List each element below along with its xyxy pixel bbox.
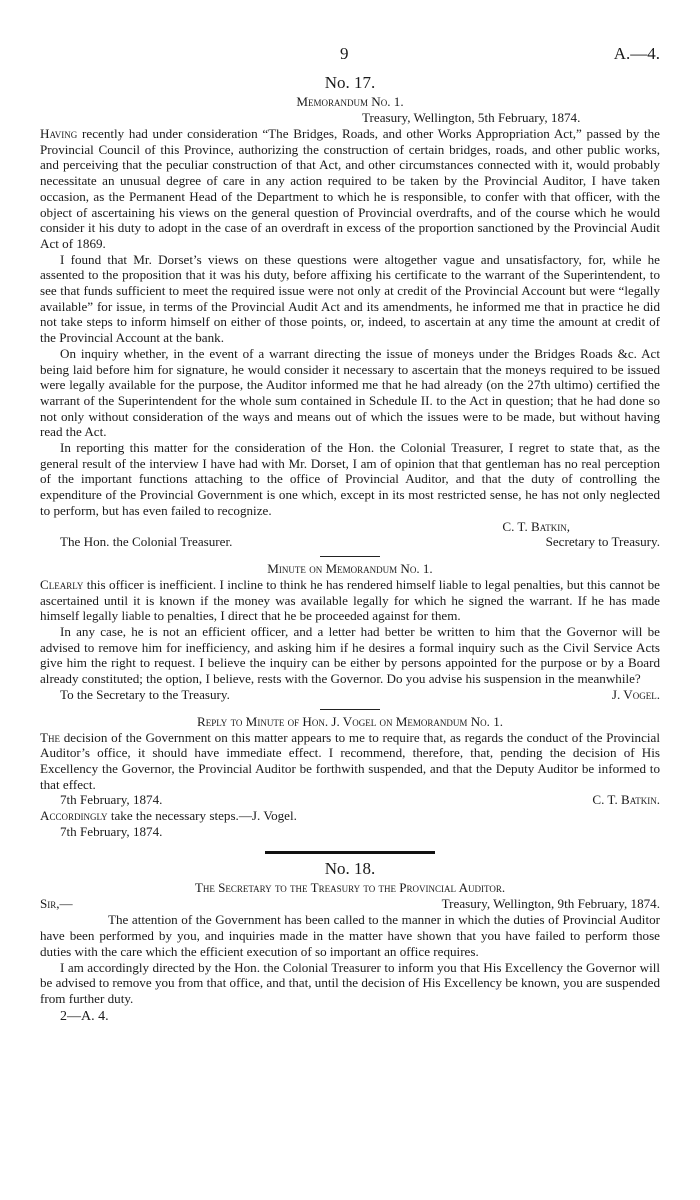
letter-dateline: Treasury, Wellington, 9th February, 1874.	[441, 896, 660, 912]
minute-signature-line	[40, 687, 660, 703]
memorandum-signature: C. T. Batkin,	[502, 518, 570, 534]
paragraph-text: this officer is inefficient. I incline to think he has rendered himself liable to legal penalties, but this cannot be ascertained until it is known if the money was available legally for which he signed the warrant. If he has made himself legally liable to penalties, I direct that he be proceeded against for them.	[40, 576, 660, 624]
memorandum-dateline: Treasury, Wellington, 5th February, 1874.	[362, 110, 581, 125]
page-header	[40, 44, 660, 68]
reply-signature-line	[40, 792, 660, 808]
lead-word: Having	[40, 126, 78, 141]
divider	[320, 709, 380, 710]
section-divider	[265, 851, 435, 854]
reply-date-2-line	[40, 824, 660, 840]
lead-word: Accordingly	[40, 808, 108, 824]
document-page	[40, 44, 660, 1025]
letter-salutation: Sir,—	[40, 896, 73, 912]
reply-title: Reply to Minute of Hon. J. Vogel on Memorandum No. 1.	[196, 713, 504, 729]
memorandum-addressee-line	[40, 534, 660, 550]
paragraph-text: decision of the Government on this matter appears to me to require that, as regards the conduct of the Provincial Auditor’s office, it should have immediate effect. I recommend, therefore, that, pending the decision of His Excellency the Governor, the Provincial Auditor be forthwith suspended, and that the Deputy Auditor be informed to that effect.	[40, 729, 660, 792]
letter-heading-line	[40, 896, 660, 912]
memorandum-signature-title: Secretary to Treasury.	[545, 534, 660, 550]
minute-signature: J. Vogel.	[611, 686, 660, 702]
memorandum-title: Memorandum No. 1.	[296, 94, 404, 109]
memorandum-paragraph-1	[40, 126, 660, 252]
memorandum-signature-line	[40, 519, 660, 535]
reply-signature: C. T. Batkin.	[592, 792, 660, 808]
letter-paragraph-1: The attention of the Government has been called to the manner in which the duties of Provincial Auditor have been performed by you, and inquiries made in the matter have shown that you have failed to perform those duties with the care which the efficient execution of so important an office requires.	[40, 912, 660, 959]
memorandum-paragraph-4: In reporting this matter for the consideration of the Hon. the Colonial Treasurer, I regret to state that, as the general result of the interview I have had with Mr. Dorset, I am of opinion that that gentleman has no real perception of the important functions attaching to the office of Provincial Auditor, and that the duty of controlling the expenditure of the Provincial Government is one which, except in its most restricted sense, he has not only neglected to perform, but has even failed to recognize.	[40, 440, 660, 518]
paragraph-text: recently had under consideration “The Bridges, Roads, and other Works Appropriation Act,” passed by the Provincial Council of this Province, authorizing the construction of certain bridges, roads, and other public works, and perceiving that the peculiar construction of that Act, and other circumstances connected with it, would probably necessitate an unusual degree of care in any action required to be taken by the Provincial Auditor, I have taken occasion, as the Permanent Head of the Department to which he is responsible, to confer with that officer, with the object of ascertaining his views on the general question of Provincial overdrafts, and of the course which he would consider it his duty to adopt in the case of an overdraft in excess of the proportion sanctioned by the Provincial Audit Act of 1869.	[40, 126, 660, 251]
letter-title: The Secretary to the Treasury to the Provincial Auditor.	[194, 880, 506, 896]
memorandum-addressee: The Hon. the Colonial Treasurer.	[60, 534, 233, 550]
memorandum-paragraph-3: On inquiry whether, in the event of a warrant directing the issue of moneys under the Bridges Roads &c. Act being laid before him for signature, he would consider it necessary to ascertain that the moneys required to be issued were legally available for the purpose, the Auditor informed me that he had already (on the 27th ultimo) certified the warrant of the Superintendent for the whole sum contained in Schedule II. to the Act in question; that he had done so not only without consideration of the ways and means out of which the issues were to be made, but without having read the Act.	[40, 345, 660, 440]
lead-word: Clearly	[40, 576, 84, 592]
document-reference: A.—4.	[613, 44, 660, 63]
paragraph-text: take the necessary steps.—J. Vogel.	[110, 808, 297, 824]
section-number-18: No. 18.	[324, 859, 376, 879]
reply-paragraph-1	[40, 730, 660, 793]
divider	[320, 556, 380, 557]
reply-date-2: 7th February, 1874.	[60, 823, 163, 839]
reply-date: 7th February, 1874.	[60, 792, 163, 808]
lead-word: The	[40, 729, 60, 745]
page-number: 9	[340, 44, 349, 63]
memorandum-paragraph-2: I found that Mr. Dorset’s views on these questions were altogether vague and unsatisfactory, for, while he assented to the proposition that it was his duty, before affixing his certificate to the warrant of the Superintendent, to see that funds sufficient to meet the required issue were not only at credit of the Provincial Account but were “legally available” for issue, in terms of the Provincial Audit Act and its amendments, he informed me that in practice he did not take steps to inform himself on either of those points, or, indeed, to ascertain at any time the amount at credit of the Provincial Account at the bank.	[40, 251, 660, 346]
letter-paragraph-2: I am accordingly directed by the Hon. the Colonial Treasurer to inform you that His Excellency the Governor will be advised to remove you from that office, and that, until the decision of His Excellency be known, you are suspended from further duty.	[40, 959, 660, 1006]
signature-mark: 2—A. 4.	[60, 1008, 109, 1024]
minute-paragraph-1	[40, 577, 660, 624]
reply-paragraph-2	[40, 808, 660, 824]
minute-title: Minute on Memorandum No. 1.	[267, 560, 433, 576]
section-number-17: No. 17.	[324, 73, 376, 92]
minute-paragraph-2: In any case, he is not an efficient officer, and a letter had better be written to him that the Governor will be advised to remove him for inefficiency, and asking him if he desires a formal inquiry such as the Civil Service Acts give him the right to request. I believe the inquiry can be either by persons appointed for the purpose or by a Board already constituted; the option, I believe, rests with the Governor. Do you advise his suspension in the meanwhile?	[40, 624, 660, 687]
minute-addressee: To the Secretary to the Treasury.	[60, 686, 230, 702]
